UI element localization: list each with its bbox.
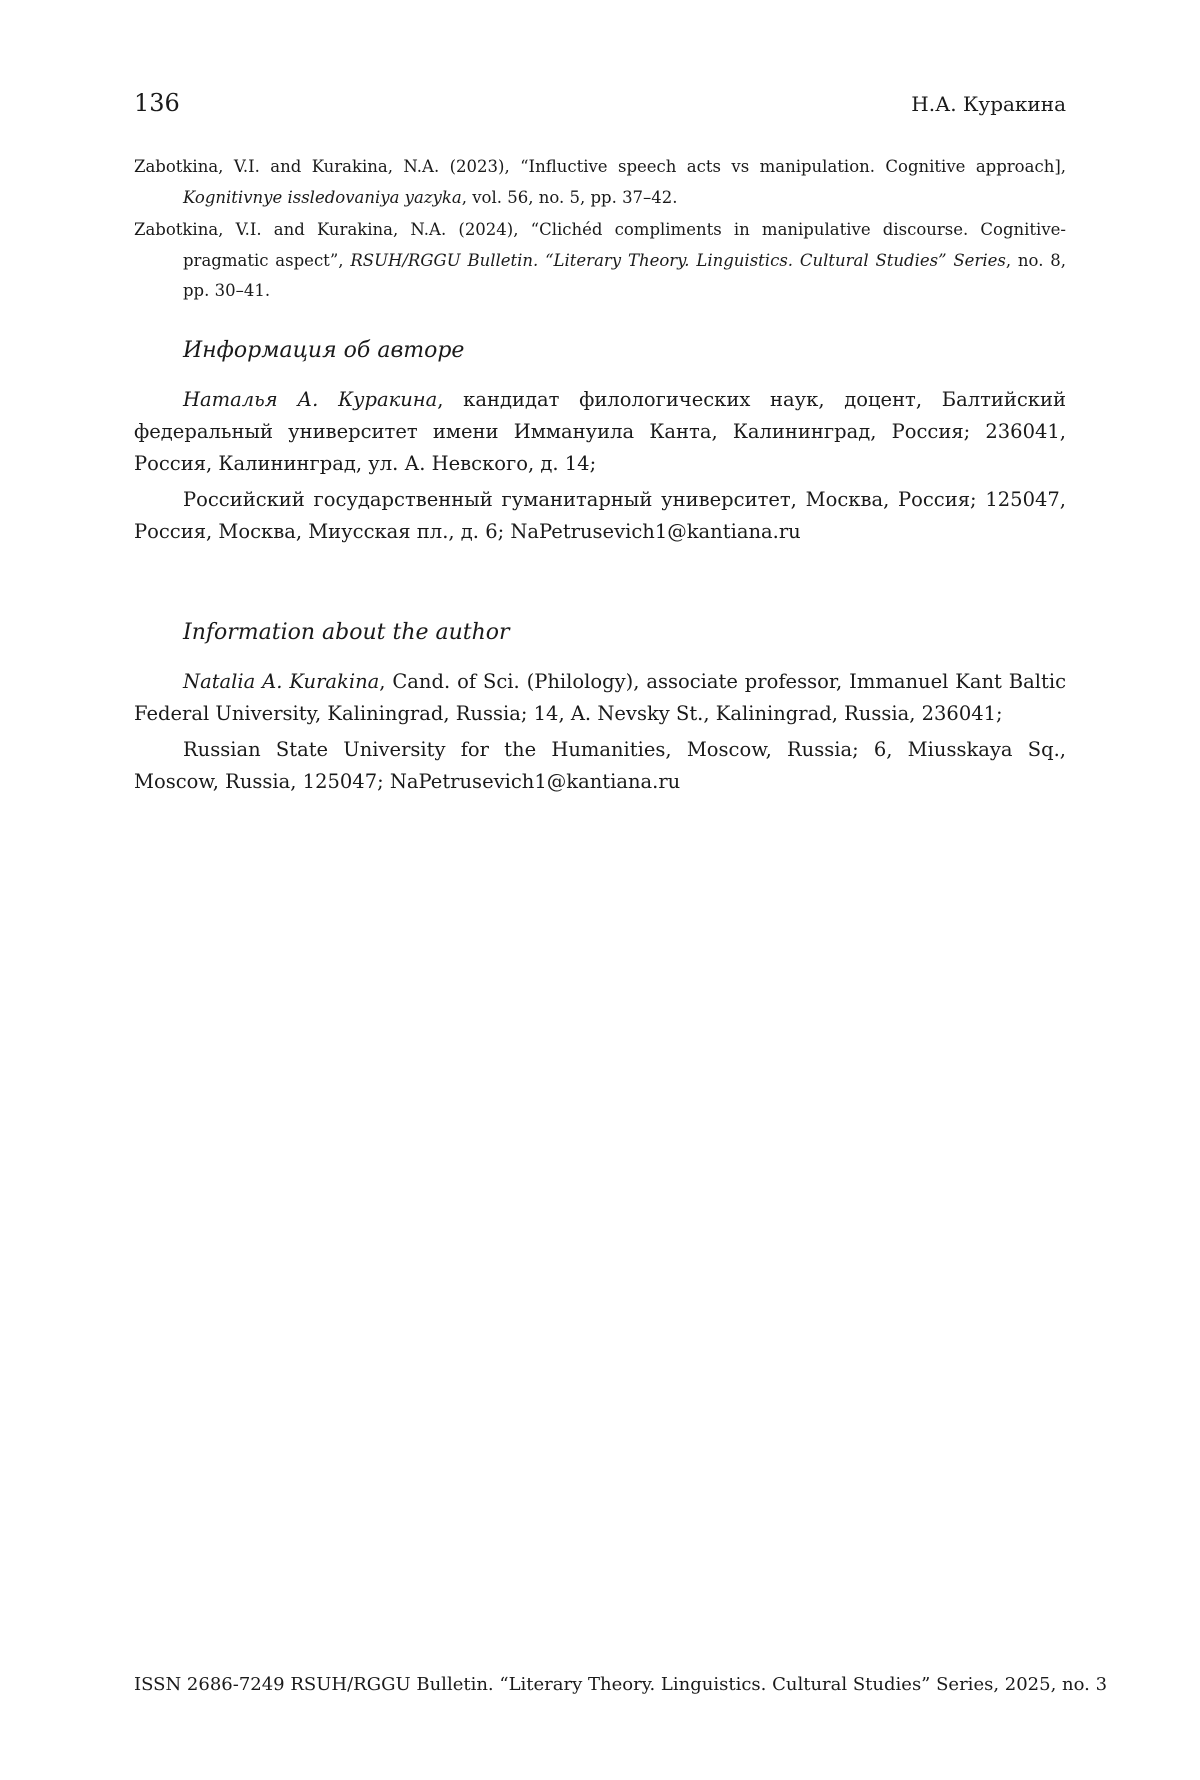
running-author: Н.А. Куракина <box>911 92 1066 116</box>
author-paragraph-ru-2: Российский государственный гуманитарный университет, Москва, Россия; 125047, Россия, Москва, Миусская пл., д. 6; NaPetrusevich1@kantiana.ru <box>134 488 1066 543</box>
reference-details: , no. 8, pp. 30–41. <box>183 250 1067 300</box>
reference-journal: RSUH/RGGU Bulletin. “Literary Theory. Linguistics. Cultural Studies” Series <box>350 250 1006 270</box>
author-name-en: Natalia A. Kurakina <box>183 670 380 693</box>
author-affiliation-en: , Cand. of Sci. (Philology), associate professor, Immanuel Kant Baltic Federal University, Kaliningrad, Russia; 14, A. Nevsky St., Kaliningrad, Russia, 236041; <box>134 670 1066 725</box>
running-head <box>134 88 1066 122</box>
reference-text: Zabotkina, V.I. and Kurakina, N.A. (2024), “Clichéd compliments in manipulative discourse. Cognitive-pragmatic aspect”, <box>134 220 1066 270</box>
reference-item <box>134 152 1066 213</box>
reference-details: , vol. 56, no. 5, pp. 37–42. <box>461 187 678 207</box>
author-paragraph-en <box>134 666 1066 730</box>
author-affiliation-ru: , кандидат филологических наук, доцент, Балтийский федеральный университет имени Иммануила Канта, Калининград, Россия; 236041, Россия, Калининград, ул. А. Невского, д. 14; <box>134 388 1066 475</box>
author-paragraph-ru <box>134 384 1066 480</box>
section-title-ru: Информация об авторе <box>183 338 465 363</box>
reference-list <box>134 152 1066 309</box>
journal-page <box>134 0 1108 1780</box>
author-info-en <box>134 616 1066 802</box>
reference-item <box>134 215 1066 307</box>
author-paragraph-en-2: Russian State University for the Humanities, Moscow, Russia; 6, Miusskaya Sq., Moscow, Russia, 125047; NaPetrusevich1@kantiana.ru <box>134 738 1066 793</box>
page-number: 136 <box>134 89 180 117</box>
page-footer: ISSN 2686-7249 RSUH/RGGU Bulletin. “Literary Theory. Linguistics. Cultural Studies” Series, 2025, no. 3 <box>134 1674 1108 1695</box>
author-name-ru: Наталья А. Куракина <box>183 388 438 411</box>
reference-journal: Kognitivnye issledovaniya yazyka <box>183 187 462 207</box>
author-info-ru <box>134 334 1066 552</box>
reference-text: Zabotkina, V.I. and Kurakina, N.A. (2023), “Influctive speech acts vs manipulation. Cognitive approach], <box>134 157 1066 176</box>
section-title-en: Information about the author <box>183 620 510 645</box>
